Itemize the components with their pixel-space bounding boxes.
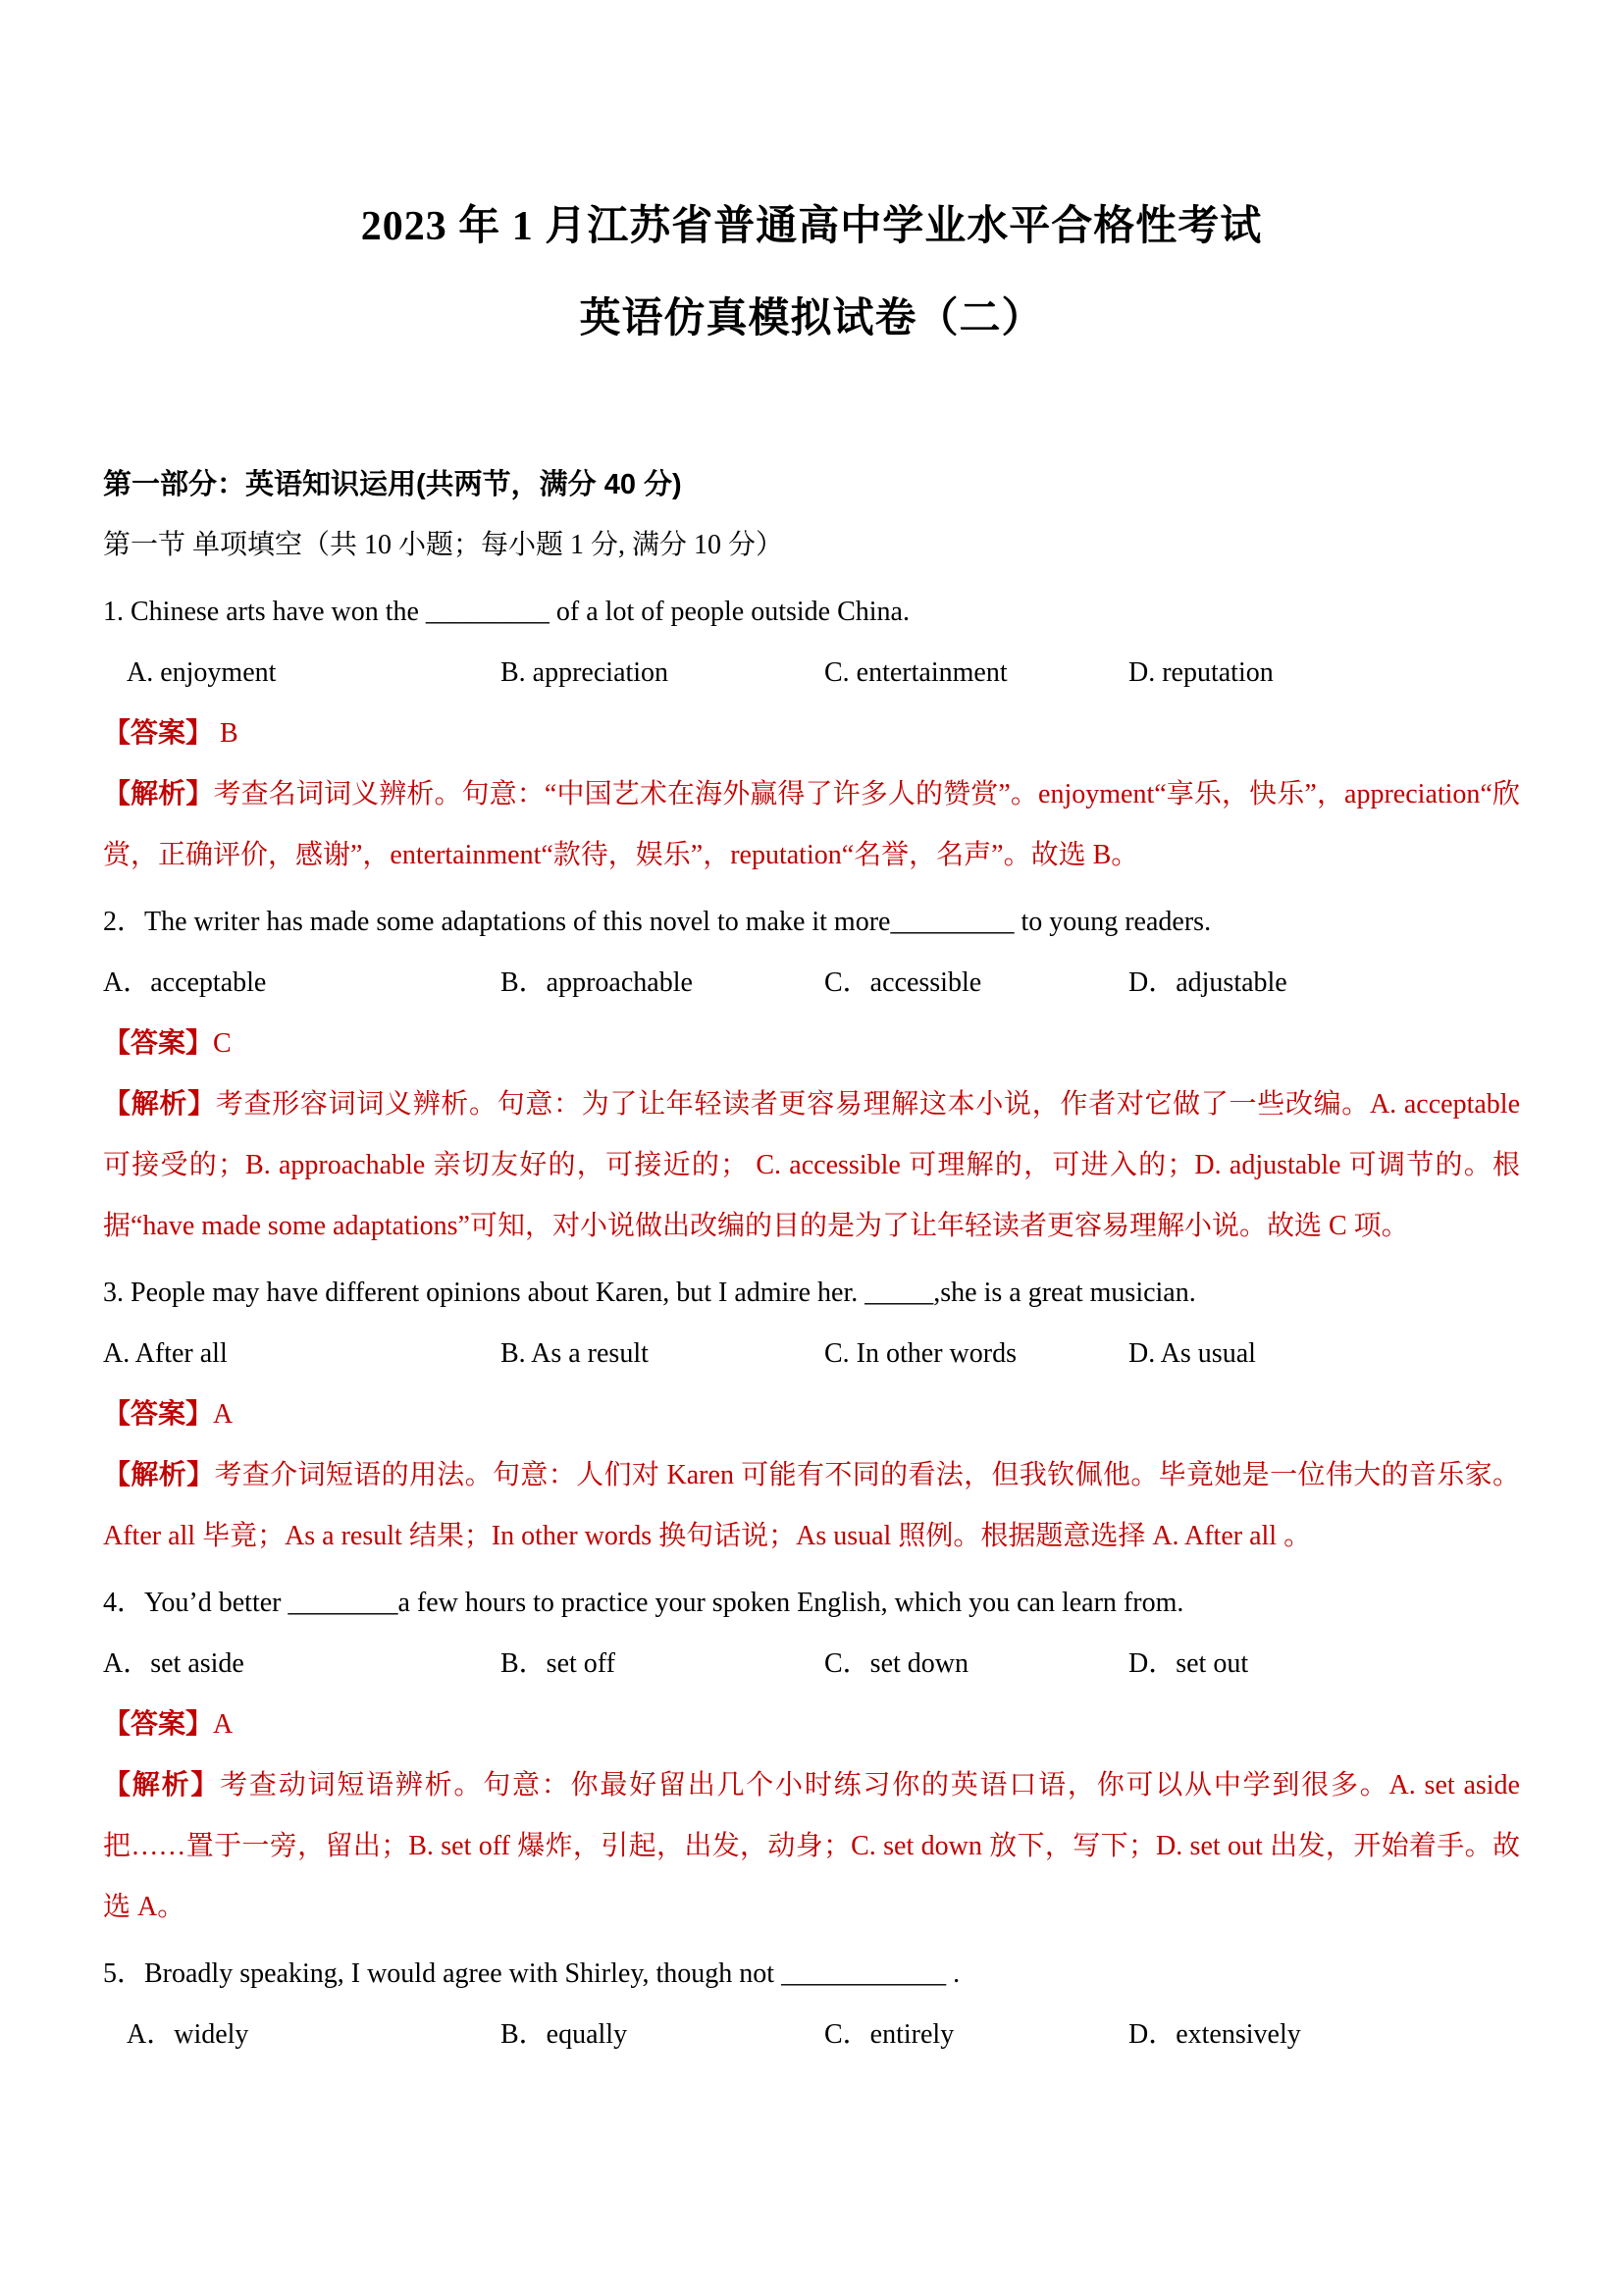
explanation: [103, 1755, 1520, 1938]
option-a: A．acceptable: [103, 967, 267, 998]
option-c: C．entirely: [824, 2019, 955, 2050]
option-c: C. entertainment: [824, 657, 1008, 688]
explanation-text: 考查名词词义辨析。句意：“中国艺术在海外赢得了许多人的赞赏”。enjoyment“享乐，快乐”，appreciation“欣赏，正确评价，感谢”，entertainment“款待，娱乐”，reputation“名誉，名声”。故选 B。: [103, 779, 1520, 870]
answer-value: C: [213, 1028, 232, 1059]
option-b: B．approachable: [500, 967, 693, 998]
options-row: [103, 1634, 1520, 1695]
option-d: D．set out: [1128, 1648, 1249, 1679]
option-b: B. As a result: [500, 1338, 649, 1369]
answer-label: 【答案】: [103, 1709, 214, 1740]
option-b: B．equally: [500, 2019, 628, 2050]
explanation-text: 考查介词短语的用法。句意：人们对 Karen 可能有不同的看法，但我钦佩他。毕竟她是一位伟大的音乐家。After all 毕竟；As a result 结果；In other words 换句话说；As usual 照例。根据题意选择 A. After all 。: [103, 1460, 1520, 1551]
option-c: C．accessible: [824, 967, 982, 998]
answer-value: A: [213, 1709, 234, 1740]
option-d: D. As usual: [1128, 1338, 1256, 1369]
question-block-4: [103, 1573, 1520, 1938]
question-stem: 3. People may have different opinions about Karen, but I admire her. _____,she is a great musician.: [103, 1278, 1196, 1308]
answer-line: [103, 1384, 1520, 1445]
explanation-label: 【解析】: [103, 779, 214, 809]
option-a: A．widely: [127, 2019, 249, 2050]
explanation-label: 【解析】: [103, 1770, 221, 1800]
option-d: D. reputation: [1128, 657, 1274, 688]
answer-line: [103, 1014, 1520, 1074]
option-a: A. After all: [103, 1338, 228, 1369]
answer-label: 【答案】: [103, 1399, 214, 1430]
option-c: C. In other words: [824, 1338, 1017, 1369]
explanation: [103, 1445, 1520, 1567]
options-row: [103, 2005, 1520, 2065]
answer-value: A: [213, 1399, 234, 1430]
explanation-label: 【解析】: [103, 1089, 216, 1120]
option-c: C．set down: [824, 1648, 969, 1679]
question-stem: 5．Broadly speaking, I would agree with Shirley, though not ____________ .: [103, 1958, 961, 1989]
option-a: A．set aside: [103, 1648, 244, 1679]
question-stem: 1. Chinese arts have won the _________ of a lot of people outside China.: [103, 597, 910, 627]
question-stem: 4．You’d better ________a few hours to practice your spoken English, which you can learn from.: [103, 1588, 1184, 1618]
answer-line: [103, 1695, 1520, 1755]
explanation-text: 考查动词短语辨析。句意：你最好留出几个小时练习你的英语口语，你可以从中学到很多。A. set aside 把……置于一旁，留出；B. set off 爆炸，引起，出发，动身；C. set down 放下，写下；D. set out 出发，开始着手。故选 A。: [103, 1770, 1520, 1922]
page-subtitle: 英语仿真模拟试卷（二）: [579, 296, 1044, 341]
explanation: [103, 1074, 1520, 1257]
option-d: D．adjustable: [1128, 967, 1287, 998]
answer-line: [103, 704, 1520, 764]
options-row: [103, 643, 1520, 704]
subsection-heading: 第一节 单项填空（共 10 小题；每小题 1 分, 满分 10 分）: [103, 530, 784, 560]
answer-label: 【答案】: [103, 1028, 214, 1059]
answer-label: 【答案】: [103, 718, 214, 749]
question-block-1: [103, 582, 1520, 886]
question-block-3: [103, 1263, 1520, 1567]
option-b: B．set off: [500, 1648, 615, 1679]
explanation: [103, 764, 1520, 886]
question-stem: 2．The writer has made some adaptations of this novel to make it more_________ to young readers.: [103, 907, 1212, 937]
section-heading: 第一部分：英语知识运用(共两节，满分 40 分): [103, 469, 682, 500]
options-row: [103, 1324, 1520, 1384]
option-a: A. enjoyment: [127, 657, 277, 688]
answer-value: B: [213, 718, 238, 749]
explanation-label: 【解析】: [103, 1460, 215, 1490]
option-b: B. appreciation: [500, 657, 669, 688]
option-d: D．extensively: [1128, 2019, 1301, 2050]
options-row: [103, 953, 1520, 1014]
page-title: 2023 年 1 月江苏省普通高中学业水平合格性考试: [360, 204, 1263, 249]
question-block-2: [103, 892, 1520, 1257]
explanation-text: 考查形容词词义辨析。句意：为了让年轻读者更容易理解这本小说，作者对它做了一些改编。A. acceptable 可接受的；B. approachable 亲切友好的，可接近的； C. accessible 可理解的，可进入的；D. adjustable 可调节的。根据“have made some adaptations”可知，对小说做出改编的目的是为了让年轻读者更容易理解小说。故选 C 项。: [103, 1089, 1520, 1241]
question-block-5: [103, 1944, 1520, 2065]
